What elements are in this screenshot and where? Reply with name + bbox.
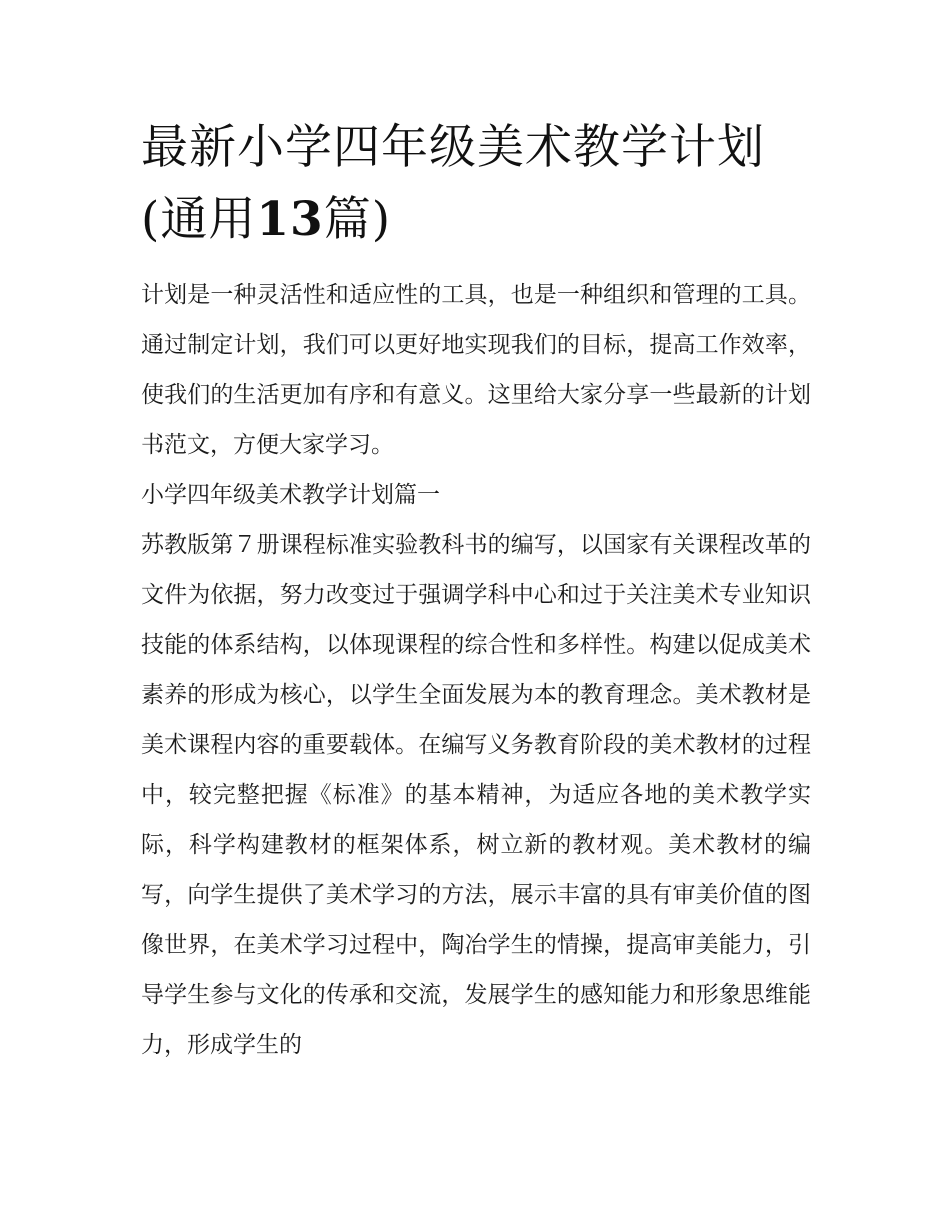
title-article-count: 13 [256, 192, 324, 247]
document-content [141, 112, 811, 1070]
section-heading: 小学四年级美术教学计划篇一 [141, 482, 440, 508]
title-line-2-suffix: 篇) [323, 192, 392, 247]
document-title [141, 112, 811, 256]
title-line-2-prefix: (通用 [141, 192, 257, 247]
intro-paragraph: 计划是一种灵活性和适应性的工具，也是一种组织和管理的工具。通过制定计划，我们可以更好地实现我们的目标，提高工作效率，使我们的生活更加有序和有意义。这里给大家分享一些最新的计划书范文，方便大家学习。 [141, 282, 811, 458]
title-line-1: 最新小学四年级美术教学计划 [141, 120, 765, 175]
section-paragraph: 苏教版第７册课程标准实验教科书的编写，以国家有关课程改革的文件为依据，努力改变过于强调学科中心和过于关注美术专业知识技能的体系结构，以体现课程的综合性和多样性。构建以促成美术素养的形成为核心，以学生全面发展为本的教育理念。美术教材是美术课程内容的重要载体。在编写义务教育阶段的美术教材的过程中，较完整把握《标准》的基本精神，为适应各地的美术教学实际，科学构建教材的框架体系，树立新的教材观。美术教材的编写，向学生提供了美术学习的方法，展示丰富的具有审美价值的图像世界，在美术学习过程中，陶冶学生的情操，提高审美能力，引导学生参与文化的传承和交流，发展学生的感知能力和形象思维能力，形成学生的 [141, 532, 811, 1058]
